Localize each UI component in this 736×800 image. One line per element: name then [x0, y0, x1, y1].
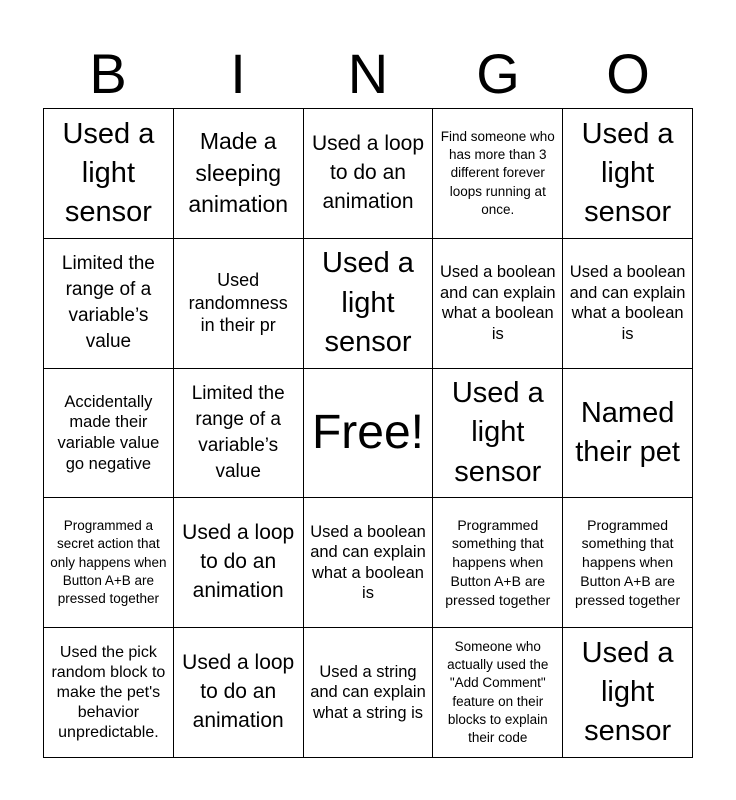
bingo-header	[43, 40, 693, 108]
bingo-cell	[304, 239, 434, 369]
cell-text: Programmed a secret action that only happens when Button A+B are pressed together	[50, 518, 167, 607]
bingo-cell	[563, 369, 693, 499]
bingo-cell	[174, 498, 304, 628]
cell-text: Used a boolean and can explain what a boolean is	[310, 522, 426, 603]
bingo-cell	[304, 369, 434, 499]
bingo-cell	[44, 628, 174, 758]
bingo-cell	[44, 369, 174, 499]
cell-text: Programmed something that happens when Button A+B are pressed together	[445, 516, 551, 609]
bingo-cell	[563, 628, 693, 758]
cell-text: Made a sleeping animation	[188, 127, 289, 218]
cell-text: Named their pet	[575, 396, 680, 468]
free-space: Free!	[311, 405, 424, 459]
cell-text: Accidentally made their variable value go negative	[57, 392, 160, 473]
bingo-cell	[44, 498, 174, 628]
bingo-cell	[44, 239, 174, 369]
bingo-cell	[563, 109, 693, 239]
cell-text: Used a boolean and can explain what a boolean is	[569, 262, 686, 343]
cell-text: Limited the range of a variable’s value	[191, 382, 285, 483]
bingo-cell	[433, 109, 563, 239]
bingo-cell	[44, 109, 174, 239]
bingo-cell	[304, 109, 434, 239]
cell-text: Used a light sensor	[62, 117, 155, 228]
bingo-cell	[433, 498, 563, 628]
cell-text: Used randomness in their pr	[188, 270, 288, 336]
bingo-cell	[563, 239, 693, 369]
header-letter-n: N	[347, 42, 389, 105]
bingo-cell	[174, 109, 304, 239]
bingo-card-grid	[43, 108, 693, 758]
header-letter-b: B	[89, 42, 127, 105]
cell-text: Limited the range of a variable’s value	[61, 252, 155, 353]
cell-text: Programmed something that happens when Button A+B are pressed together	[575, 516, 681, 609]
cell-text: Used a light sensor	[581, 117, 674, 228]
cell-text: Used a string and can explain what a string is	[310, 662, 426, 722]
bingo-cell	[563, 498, 693, 628]
bingo-cell	[174, 239, 304, 369]
cell-text: Used a light sensor	[451, 377, 544, 488]
cell-text: Used a light sensor	[322, 247, 414, 358]
cell-text: Used a light sensor	[581, 636, 674, 748]
cell-text: Used a loop to do an animation	[182, 651, 295, 733]
header-letter-o: O	[606, 42, 650, 105]
cell-text: Used a loop to do an animation	[311, 131, 425, 213]
cell-text: Used a loop to do an animation	[182, 521, 295, 603]
bingo-cell	[174, 369, 304, 499]
cell-text: Used a boolean and can explain what a boolean is	[439, 262, 556, 343]
cell-text: Find someone who has more than 3 different forever loops running at once.	[440, 128, 555, 217]
bingo-cell	[433, 369, 563, 499]
cell-text: Used the pick random block to make the pet's behavior unpredictable.	[51, 643, 166, 741]
bingo-cell	[304, 628, 434, 758]
header-letter-g: G	[476, 42, 520, 105]
bingo-cell	[433, 628, 563, 758]
bingo-cell	[174, 628, 304, 758]
bingo-cell	[304, 498, 434, 628]
cell-text: Someone who actually used the "Add Comment" feature on their blocks to explain their code	[447, 638, 549, 746]
bingo-cell	[433, 239, 563, 369]
header-letter-i: I	[230, 42, 246, 105]
